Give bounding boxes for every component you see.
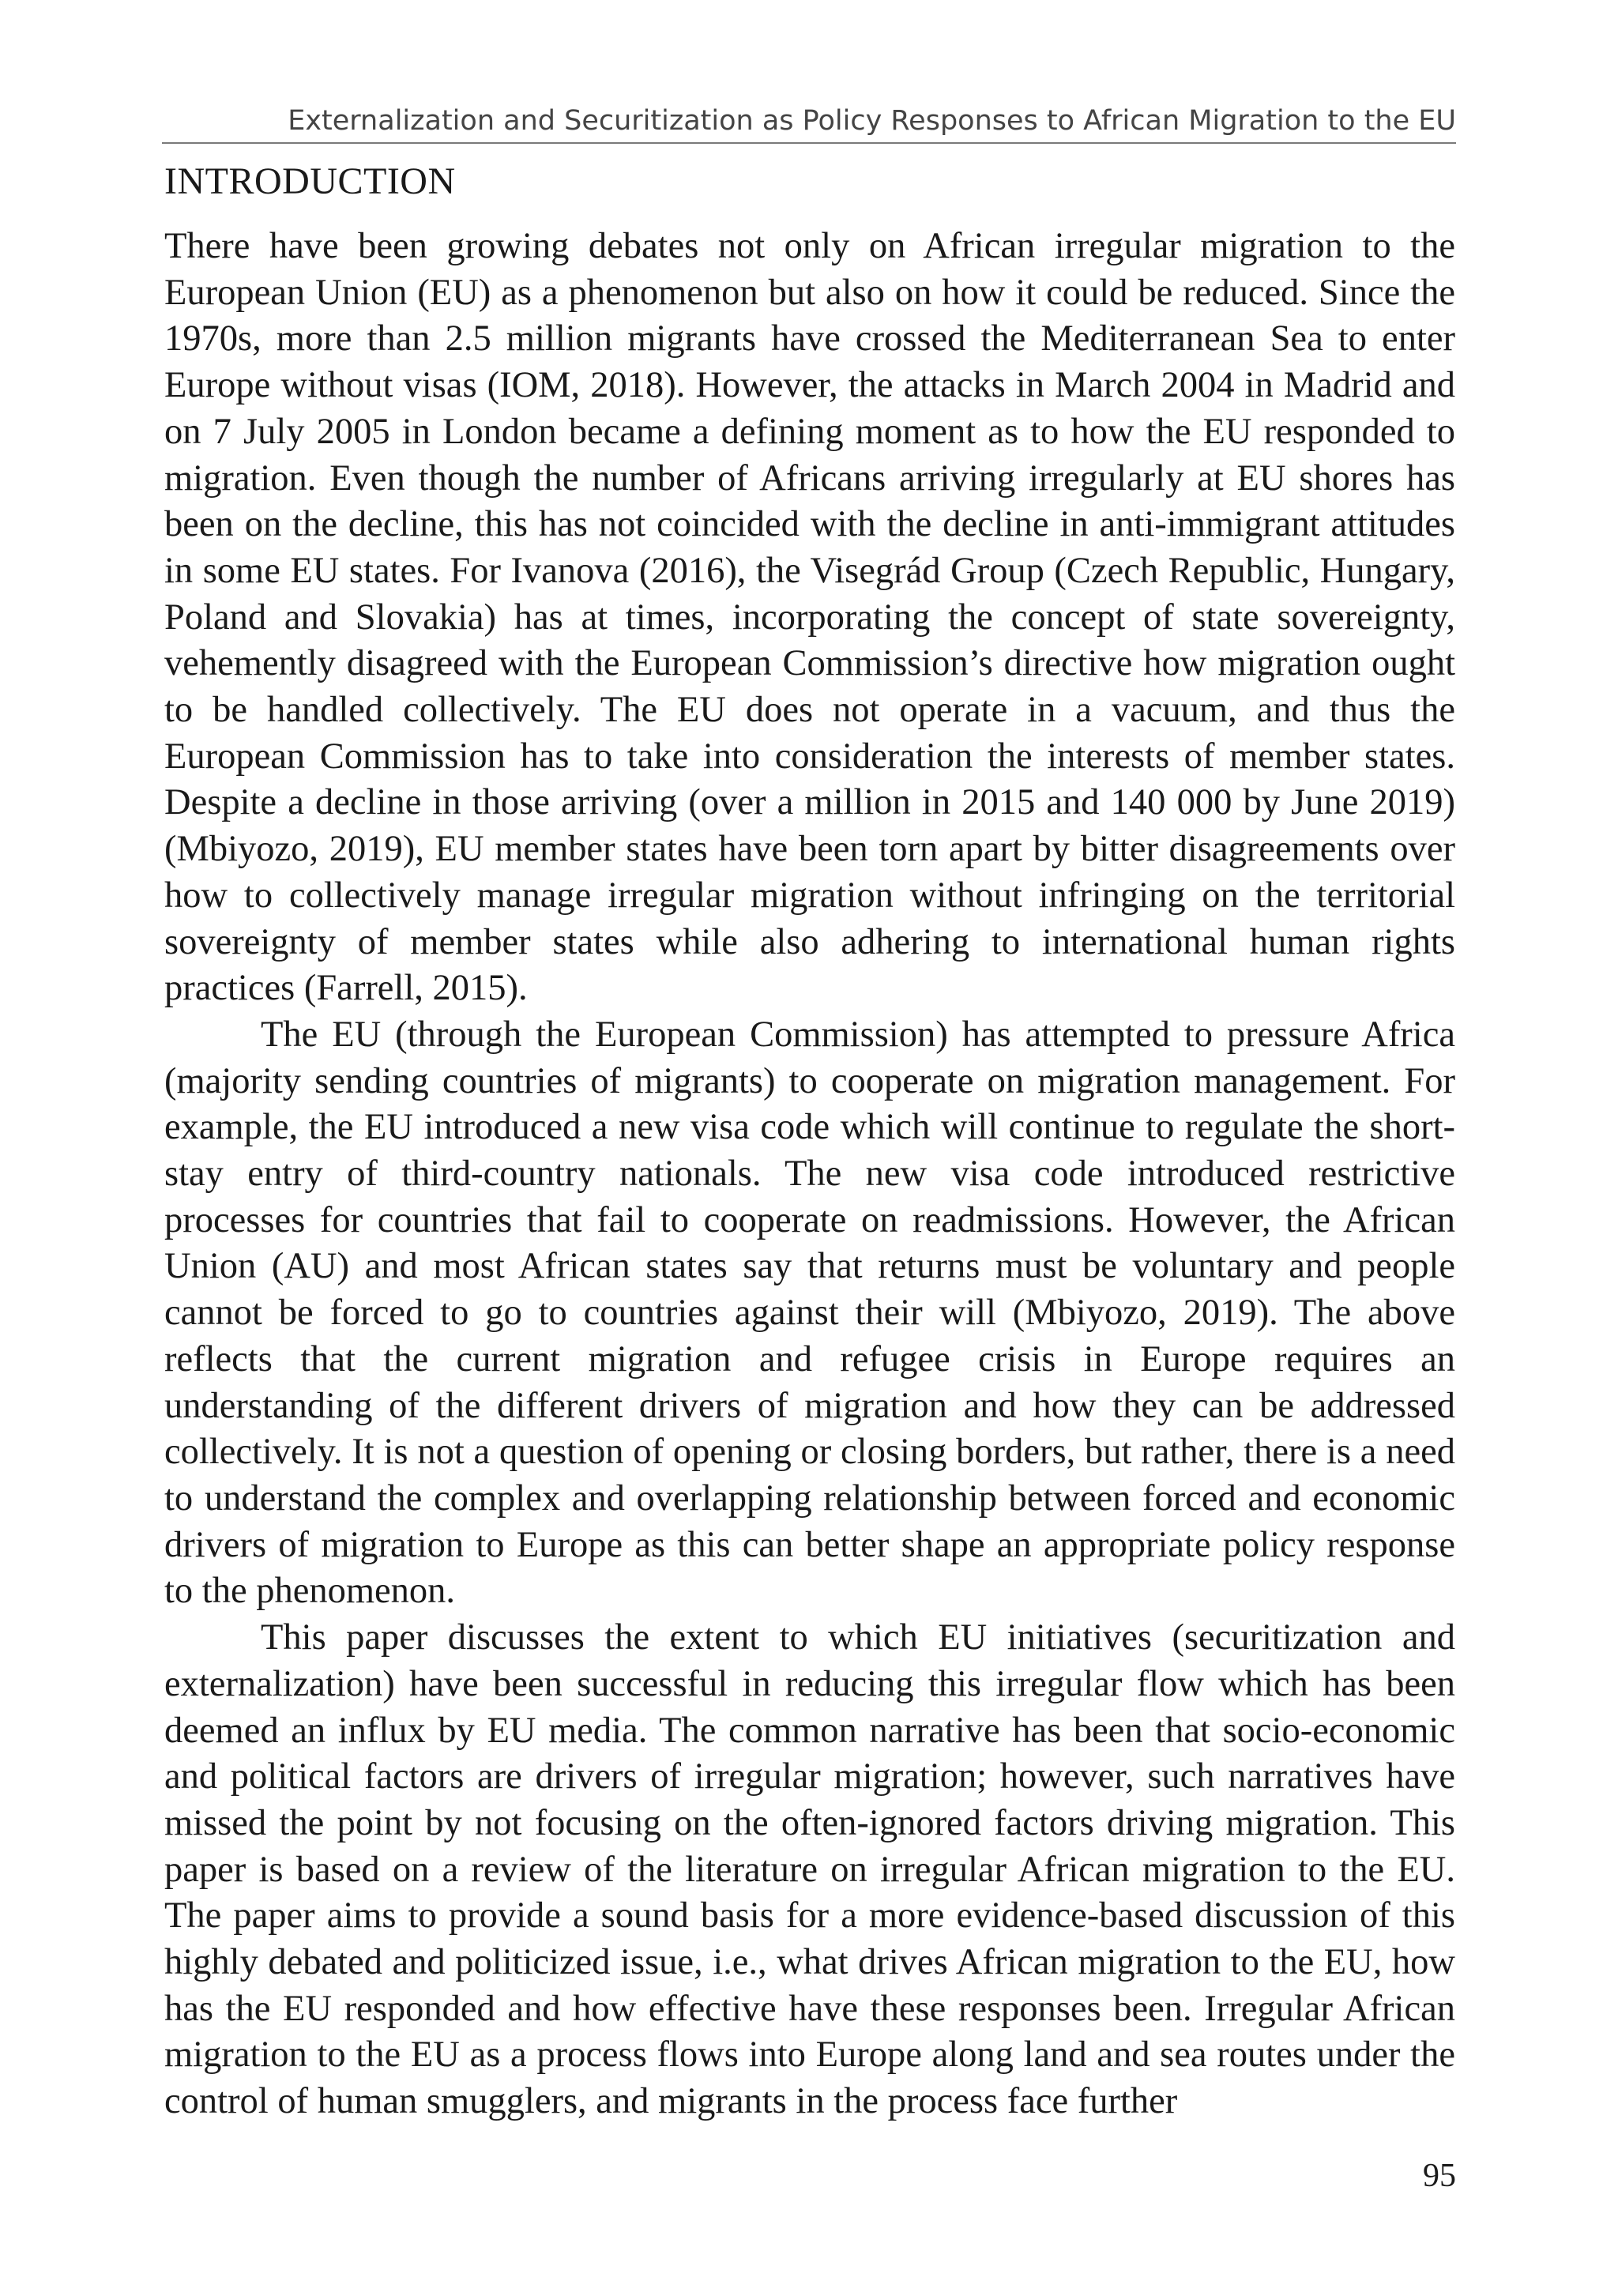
paragraph-2: The EU (through the European Commission) has attempted to pressure Africa (majority sending countries of migrants) to cooperate on migration management. For example, the EU introduced a new visa code which will continue to regulate the short-stay entry of third-country nationals. The new visa code introduced restrictive processes for countries that fail to cooperate on readmissions. However, the African Union (AU) and most African states say that returns must be voluntary and people cannot be forced to go to countries against their will (Mbiyozo, 2019). The above reflects that the current migration and refugee crisis in Europe requires an understanding of the different drivers of migration and how they can be addressed collectively. It is not a question of opening or closing borders, but rather, there is a need to understand the complex and overlapping relationship between forced and economic drivers of migration to Europe as this can better shape an appropriate policy response to the phenomenon.	[164, 1014, 1455, 1612]
body-text	[164, 224, 1455, 2125]
paragraph-3: This paper discusses the extent to which EU initiatives (securitization and externalization) have been successful in reducing this irregular flow which has been deemed an influx by EU media. The common narrative has been that socio-economic and political factors are drivers of irregular migration; however, such narratives have missed the point by not focusing on the often-ignored factors driving migration. This paper is based on a review of the literature on irregular African migration to the EU. The paper aims to provide a sound basis for a more evidence-based discussion of this highly debated and politicized issue, i.e., what drives African migration to the EU, how has the EU responded and how effective have these responses been. Irregular African migration to the EU as a process flows into Europe along land and sea routes under the control of human smugglers, and migrants in the process face further	[164, 1617, 1455, 2122]
section-heading: INTRODUCTION	[164, 160, 456, 202]
page-number: 95	[1423, 2158, 1456, 2194]
paragraph-1: There have been growing debates not only on African irregular migration to the European Union (EU) as a phenomenon but also on how it could be reduced. Since the 1970s, more than 2.5 million migrants have crossed the Mediterranean Sea to enter Europe without visas (IOM, 2018). However, the attacks in March 2004 in Madrid and on 7 July 2005 in London became a defining moment as to how the EU responded to migration. Even though the number of Africans arriving irregularly at EU shores has been on the decline, this has not coincided with the decline in anti-immigrant attitudes in some EU states. For Ivanova (2016), the Visegrád Group (Czech Republic, Hungary, Poland and Slovakia) has at times, incorporating the concept of state sovereignty, vehemently disagreed with the European Commission’s directive how migration ought to be handled collectively. The EU does not operate in a vacuum, and thus the European Commission has to take into consideration the interests of member states. Despite a decline in those arriving (over a million in 2015 and 140 000 by June 2019) (Mbiyozo, 2019), EU member states have been torn apart by bitter disagreements over how to collectively manage irregular migration without infringing on the territorial sovereignty of member states while also adhering to international human rights practices (Farrell, 2015).	[164, 226, 1455, 1009]
running-header: Externalization and Securitization as Policy Responses to African Migration to the EU	[162, 100, 1456, 144]
